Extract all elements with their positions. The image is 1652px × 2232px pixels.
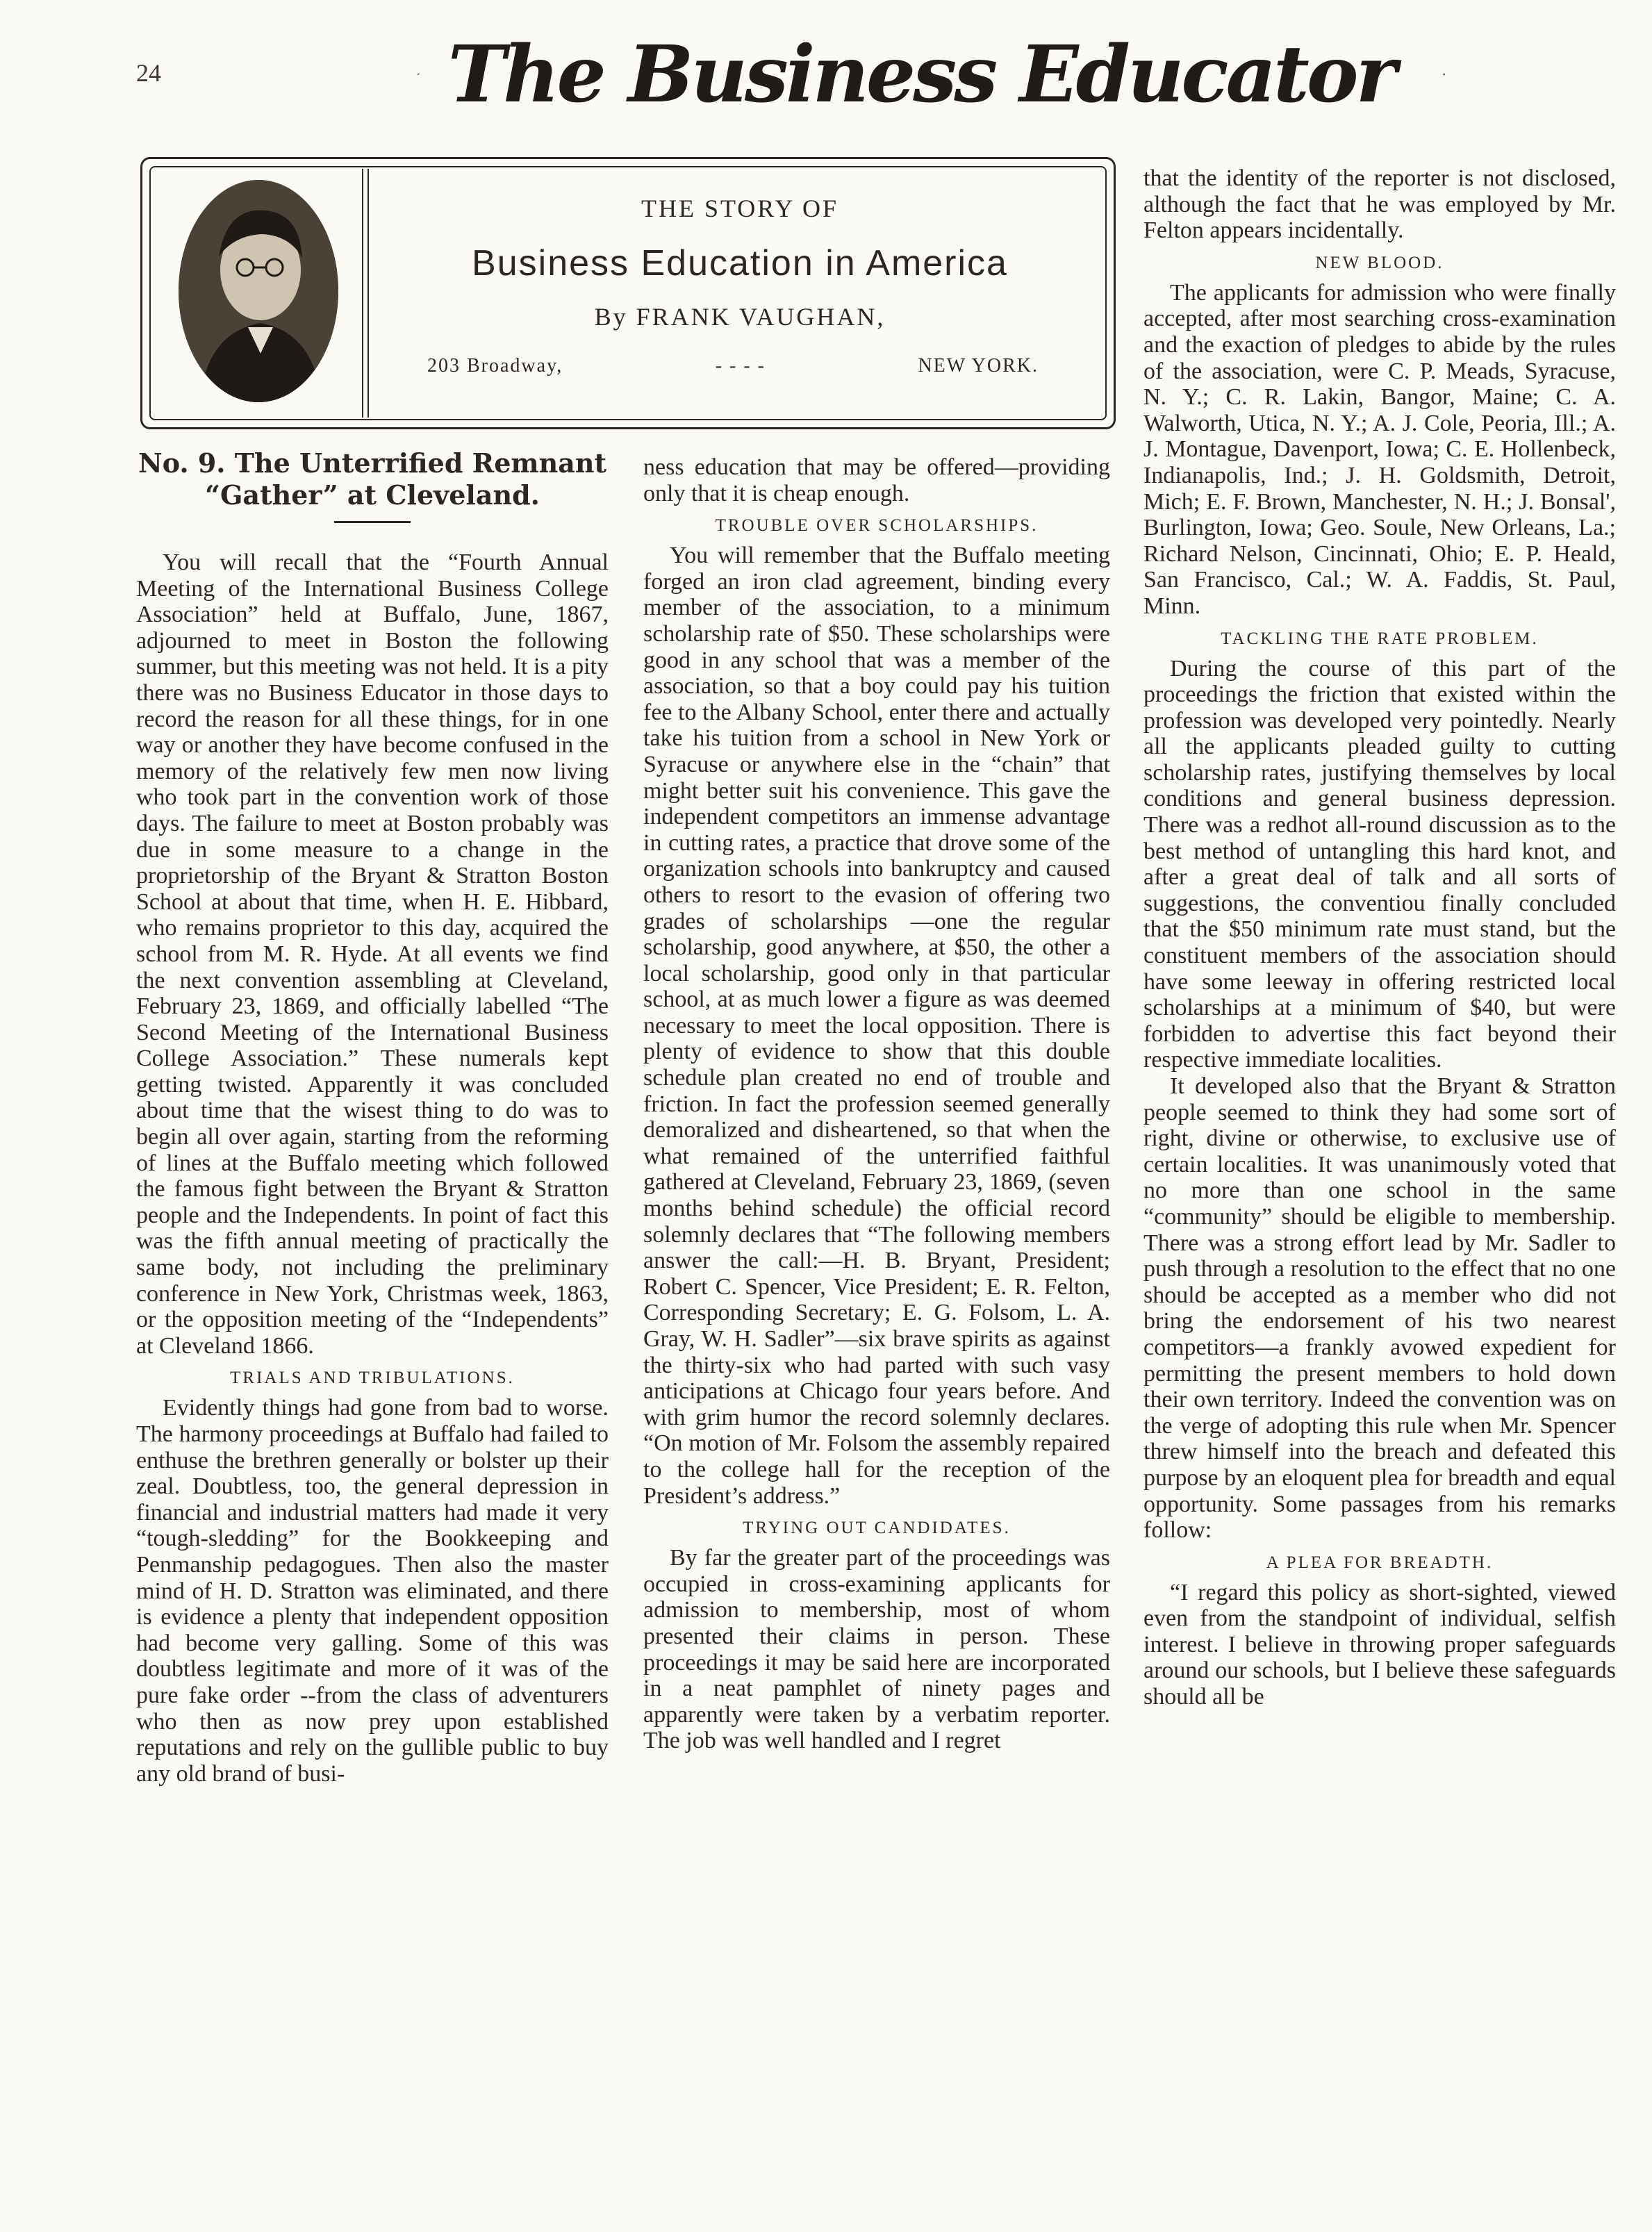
heading-rule (334, 521, 411, 523)
page-number: 24 (136, 59, 161, 87)
story-byline: By FRANK VAUGHAN, (594, 303, 886, 331)
column-2 (643, 454, 1110, 1754)
masthead-title: The Business Educator (447, 28, 1394, 120)
author-portrait (179, 180, 338, 402)
title-box-divider (362, 169, 369, 418)
section-heading: TROUBLE OVER SCHOLARSHIPS. (715, 516, 1039, 536)
paragraph: It developed also that the Bryant & Stratton people seemed to think they had some sort of right, divine or otherwise, to exclusive use of certain localities. It was unanimously voted that no more than one school in the same “community” should be eligible to membership. There was a strong effort lead by Mr. Sadler to push through a resolution to the effect that no one should be accepted as a member who did not bring the endorsement of his two nearest competitors—a frankly avowed expedient for permitting the present members to hold down their own territory. Indeed the convention was on the verge of adopting this rule when Mr. Spencer threw himself into the breach and defeated this purpose by an eloquent plea for breadth and equal opportunity. Some passages from his remarks follow: (1143, 1073, 1616, 1544)
section-heading: TRYING OUT CANDIDATES. (743, 1519, 1011, 1538)
column-3 (1143, 165, 1616, 1710)
paragraph: that the identity of the reporter is not disclosed, although the fact that he was employed by Mr. Felton appears incidentally. (1143, 165, 1616, 244)
globe-ornament-icon (1443, 47, 1445, 101)
story-kicker: THE STORY OF (641, 195, 839, 222)
article-heading-line-2: “Gather” at Cleveland. (205, 479, 540, 511)
paragraph: The applicants for admission who were finally accepted, after most searching cross-examination and the exaction of pledges to abide by the rules of the association, were C. P. Meads, Syracuse, N. Y.; C. R. Lakin, Bangor, Maine; C. A. Walworth, Utica, N. Y.; A. J. Cole, Peoria, Ill.; A. J. Montague, Davenport, Iowa; C. E. Hollenbeck, Indianapolis, Ind.; J. H. Goldsmith, Detroit, Mich; E. F. Brown, Manchester, N. H.; J. Bonsal', Burlington, Iowa; Geo. Soule, New Orleans, La.; Richard Nelson, Cincinnati, Ohio; E. P. Heald, San Francisco, Cal.; W. A. Faddis, St. Paul, Minn. (1143, 279, 1616, 619)
story-title: Business Education in America (472, 243, 1008, 283)
masthead (417, 29, 1445, 119)
story-title-box (140, 157, 1116, 429)
paragraph: “I regard this policy as short-sighted, viewed even from the standpoint of individual, selfish interest. I believe in throwing proper safeguards around our schools, but I believe these safeguards should all be (1143, 1579, 1616, 1710)
author-address (427, 355, 1039, 377)
column-1 (136, 447, 609, 1787)
article-heading (136, 447, 609, 511)
paragraph: By far the greater part of the proceedings was occupied in cross-examining applicants for admission to membership, most of whom presented their claims in person. These proceedings it may be said here are incorporated in a neat pamphlet of ninety pages and apparently were taken by a verbatim reporter. The job was well handled and I regret (643, 1545, 1110, 1754)
paragraph: Evidently things had gone from bad to worse. The harmony proceedings at Buffalo had failed to enthuse the brethren generally or bolster up their zeal. Doubtless, too, the general depression in financial and industrial matters had made it very “tough-sledding” for the Bookkeeping and Penmanship pedagogues. Then also the master mind of H. D. Stratton was eliminated, and there is evidence a plenty that independent opposition had become very galling. Some of this was doubtless legitimate and more of it was of the pure fake order --from the class of adventurers who then as now prey upon established reputations and rely on the gullible public to buy any old brand of busi- (136, 1395, 609, 1787)
paragraph: You will remember that the Buffalo meeting forged an iron clad agreement, binding every member of the association, to a minimum scholarship rate of $50. These scholarships were good in any school that was a member of the association, so that a boy could pay his tuition fee to the Albany School, enter there and actually take his tuition from a school in New York or Syracuse or anywhere else in the “chain” that might better suit his convenience. This gave the independent competitors an immense advantage in cutting rates, a practice that drove some of the organization schools into bankruptcy and caused others to resort to the evasion of offering two grades of scholarships —one the regular scholarship, good anywhere, at $50, the other a local scholarship, good only in that particular school, at as much lower a figure as was deemed necessary to meet the local opposition. There is plenty of evidence to show that this double schedule plan created no end of trouble and friction. In fact the profession seemed generally demoralized and disheartened, so that when the what remained of the unterrified faithful gathered at Cleveland, February 23, 1869, (seven months behind schedule) the official record solemnly declares that “The following members answer the call:—H. B. Bryant, President; Robert C. Spencer, Vice President; E. R. Felton, Corresponding Secretary; E. G. Folsom, L. A. Gray, W. H. Sadler”—six brave spirits as against the thirty-six who had parted with such vasy anticipations at Chicago four years before. And with grim humor the record solemnly declares. “On motion of Mr. Folsom the assembly repaired to the college hall for the reception of the President’s address.” (643, 543, 1110, 1509)
address-street: 203 Broadway, (427, 355, 563, 377)
section-heading: A PLEA FOR BREADTH. (1266, 1553, 1494, 1572)
section-heading: TACKLING THE RATE PROBLEM. (1221, 629, 1539, 648)
paragraph: You will recall that the “Fourth Annual Meeting of the International Business College Association” held at Buffalo, June, 1867, adjourned to meet in Boston the following summer, but this meeting was not held. It is a pity there was no Business Educator in those days to record the reason for all these things, for in one way or another they have become confused in the memory of the relatively few men now living who took part in the convention work of those days. The failure to meet at Boston probably was due in some measure to a change in the proprietorship of the Bryant & Stratton Boston School at about that time, when H. E. Hibbard, who remains proprietor to this day, acquired the school from M. R. Hyde. At all events we find the next convention assembling at Cleveland, February 23, 1869, and officially labelled “The Second Meeting of the International Business College Association.” These numerals kept getting twisted. Apparently it was concluded about time that the wisest thing to do was to begin all over again, starting from the reforming of lines at the Buffalo meeting which followed the famous fight between the Bryant & Stratton people and the Independents. In point of fact this was the fifth annual meeting of practically the same body, not including the preliminary conference in New York, Christmas week, 1863, or the opposition meeting of the “Independents” at Cleveland 1866. (136, 549, 609, 1359)
article-heading-line-1: No. 9. The Unterrified Remnant (138, 447, 607, 479)
paragraph: ness education that may be offered—providing only that it is cheap enough. (643, 454, 1110, 506)
paragraph: During the course of this part of the proceedings the friction that existed within the profession was developed very pointedly. Nearly all the applicants pleaded guilty to cutting scholarship rates, justifying themselves by local conditions and general business depression. There was a redhot all-round discussion as to the best method of untangling this hard knot, and after a great deal of talk and all sorts of suggestions, the conventiou finally concluded that the $50 minimum rate must stand, but the constituent members of the association should have some leeway in offering restricted local scholarships at a minimum of $40, but were forbidden to advertise this fact beyond their respective immediate localities. (1143, 655, 1616, 1073)
section-heading: TRIALS AND TRIBULATIONS. (230, 1369, 515, 1388)
section-heading: NEW BLOOD. (1315, 253, 1444, 272)
address-dashes: - - - - (715, 355, 766, 377)
address-city: NEW YORK. (918, 355, 1039, 377)
quill-icon (417, 50, 420, 99)
